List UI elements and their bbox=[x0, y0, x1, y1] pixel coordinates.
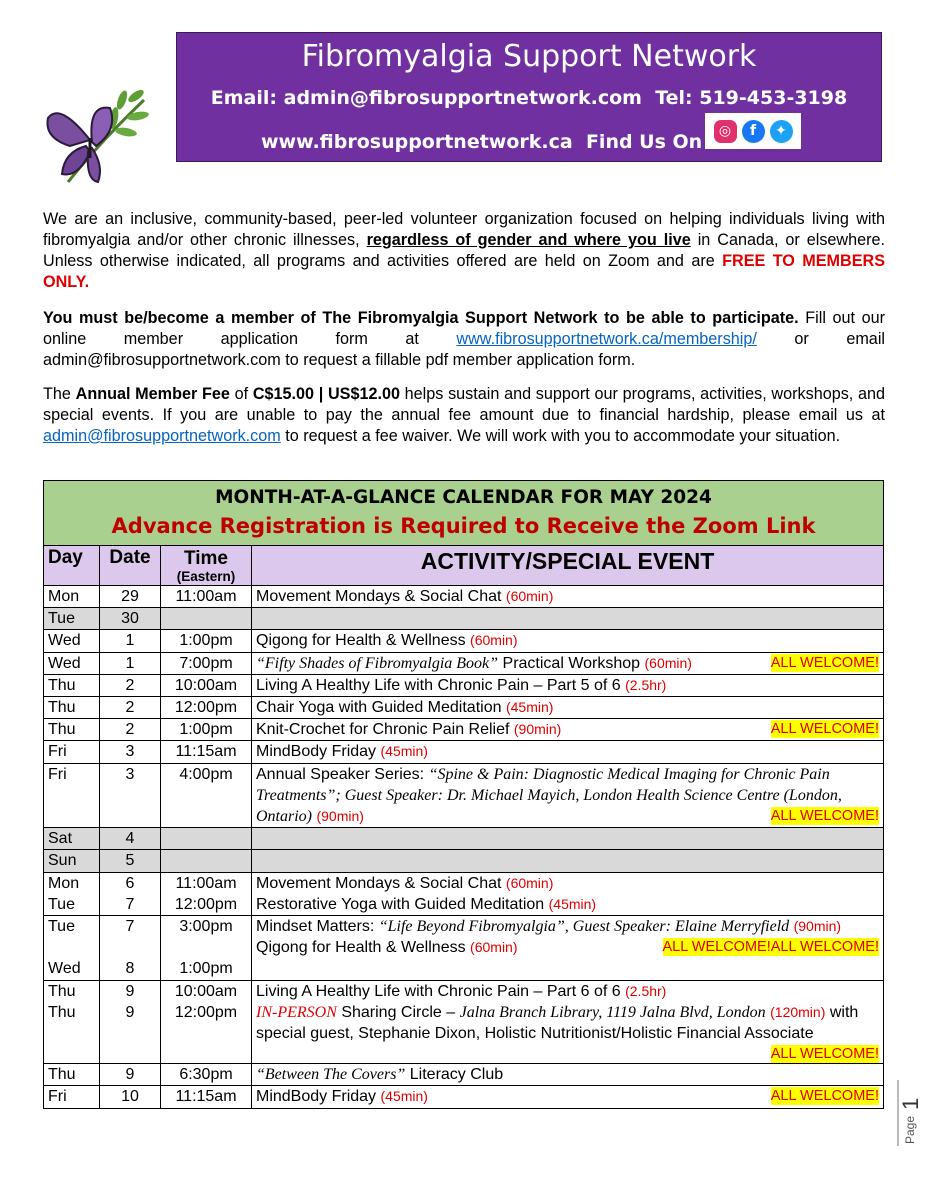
table-row: Tue 30 bbox=[44, 608, 884, 630]
all-welcome-badge: ALL WELCOME! bbox=[770, 1088, 879, 1105]
table-row: Mon Tue 6 7 11:00am 12:00pm Movement Mondays & Social Chat (60min) Restorative Yoga with Guided Meditation (45min) bbox=[44, 872, 884, 915]
instagram-icon[interactable]: ◎ bbox=[714, 120, 737, 143]
email-link[interactable]: admin@fibrosupportnetwork.com bbox=[43, 427, 281, 445]
table-row: Thu Thu 9 9 10:00am 12:00pm Living A Healthy Life with Chronic Pain – Part 6 of 6 (2.5hr) IN-PERSON Sharing Circle – Jalna Branch Library, 1119 Jalna Blvd, London (120min) with special guest, Stephanie Dixon, Holistic Nutritionist/Holistic Financial Associate ALL WELCOME! bbox=[44, 980, 884, 1064]
table-row: Thu 2 1:00pm ALL WELCOME! Knit-Crochet for Chronic Pain Relief (90min) bbox=[44, 719, 884, 741]
calendar-subtitle: Advance Registration is Required to Receive the Zoom Link bbox=[111, 514, 816, 538]
table-row: Wed 1 7:00pm ALL WELCOME! “Fifty Shades of Fibromyalgia Book” Practical Workshop (60min) bbox=[44, 652, 884, 674]
table-row: Thu 2 10:00am Living A Healthy Life with Chronic Pain – Part 5 of 6 (2.5hr) bbox=[44, 674, 884, 696]
all-welcome-badge: ALL WELCOME! bbox=[770, 1046, 879, 1063]
calendar-header bbox=[44, 481, 884, 546]
butterfly-logo bbox=[40, 82, 160, 192]
page-label: Page bbox=[903, 1115, 917, 1144]
intro-paragraph-3: The Annual Member Fee of C$15.00 | US$12.00 helps sustain and support our programs, activities, workshops, and special events. If you are unable to pay the annual fee amount due to financial hardship, please email us at admin@fibrosupportnetwork.com to request a fee waiver. We will work with you to accommodate your situation. bbox=[43, 385, 886, 445]
table-row: Fri 10 11:15am ALL WELCOME! MindBody Friday (45min) bbox=[44, 1086, 884, 1108]
all-welcome-badge: ALL WELCOME! bbox=[770, 721, 879, 738]
social-icons bbox=[705, 113, 801, 149]
membership-link[interactable]: www.fibrosupportnetwork.ca/membership/ bbox=[456, 330, 757, 348]
page-number-value: 1 bbox=[898, 1097, 923, 1110]
all-welcome-badge: ALL WELCOME! bbox=[770, 654, 879, 671]
contact-line: Email: admin@fibrosupportnetwork.com Tel: 519-453-3198 bbox=[210, 87, 848, 109]
table-row: Wed 1 1:00pm Qigong for Health & Wellness (60min) bbox=[44, 630, 884, 652]
table-row: Sun 5 bbox=[44, 850, 884, 872]
all-welcome-badge: ALL WELCOME! bbox=[770, 808, 879, 825]
calendar-table bbox=[43, 480, 884, 1109]
header-banner bbox=[176, 32, 882, 162]
column-headers: Day Date Time (Eastern) ACTIVITY/SPECIAL EVENT bbox=[44, 546, 884, 586]
all-welcome-badge: ALL WELCOME! bbox=[770, 939, 879, 956]
table-row: Fri 3 4:00pm Annual Speaker Series: “Spine & Pain: Diagnostic Medical Imaging for Chronic Pain Treatments”; Guest Speaker: Dr. Michael Mayich, London Health Science Centre (London, Ontario) (90min) ALL WELCOME! bbox=[44, 763, 884, 828]
org-title: Fibromyalgia Support Network bbox=[301, 39, 757, 74]
table-row: Sat 4 bbox=[44, 828, 884, 850]
page-number bbox=[896, 1080, 926, 1150]
table-row: Fri 3 11:15am MindBody Friday (45min) bbox=[44, 741, 884, 763]
table-row: Thu 2 12:00pm Chair Yoga with Guided Meditation (45min) bbox=[44, 697, 884, 719]
facebook-icon[interactable]: f bbox=[742, 120, 765, 143]
website-line: www.fibrosupportnetwork.ca Find Us On bbox=[261, 131, 703, 153]
calendar-title: MONTH-AT-A-GLANCE CALENDAR FOR MAY 2024 bbox=[215, 487, 712, 508]
table-row: Thu 9 6:30pm “Between The Covers” Literacy Club bbox=[44, 1064, 884, 1086]
table-row: Mon 29 11:00am Movement Mondays & Social Chat (60min) bbox=[44, 586, 884, 608]
intro-paragraph-2: You must be/become a member of The Fibromyalgia Support Network to be able to participate. Fill out our online member application form at www.fibrosupportnetwork.ca/membership/ or email admin@fibrosupportnetwork.com to request a fillable pdf member application form. bbox=[43, 309, 886, 369]
intro-paragraph-1: We are an inclusive, community-based, peer-led volunteer organization focused on helping individuals living with fibromyalgia and/or other chronic illnesses, regardless of gender and where you live in Canada, or elsewhere. Unless otherwise indicated, all programs and activities offered are held on Zoom and are FREE TO MEMBERS ONLY. bbox=[43, 210, 886, 291]
table-row: Tue Wed 7 8 3:00pm 1:00pm Mindset Matters: “Life Beyond Fibromyalgia”, Guest Speaker: Elaine Merryfield (90min) ALL WELCOME! ALL WELCOME! Qigong for Health & Wellness (60min) bbox=[44, 916, 884, 981]
all-welcome-badge: ALL WELCOME! bbox=[662, 939, 771, 956]
twitter-icon[interactable]: ✦ bbox=[770, 120, 793, 143]
